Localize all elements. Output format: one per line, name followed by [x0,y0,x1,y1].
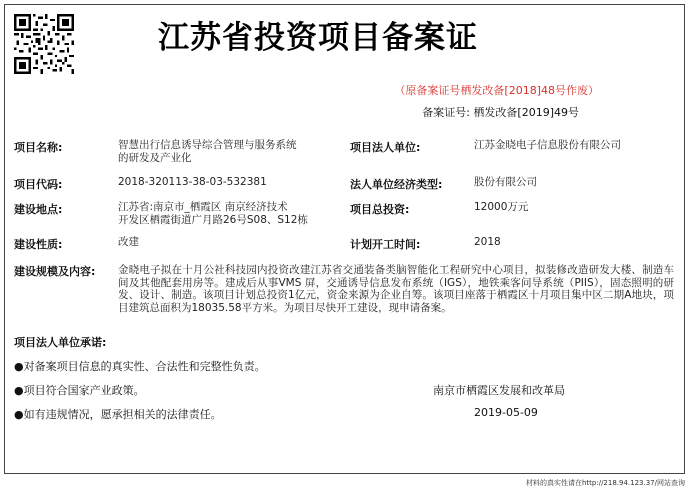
scope-label: 建设规模及内容: [14,265,96,278]
issue-date: 2019-05-09 [474,406,538,419]
legal-entity-value: 江苏金晓电子信息股份有限公司 [474,139,621,151]
project-name-line: 智慧出行信息诱导综合管理与服务系统 [118,139,297,151]
project-name-value [118,139,297,165]
legal-entity-label: 项目法人单位: [350,141,421,154]
registration-value: 栖发改备[2019]49号 [473,106,579,119]
registration-label: 备案证号: [422,106,470,119]
project-name-line: 的研发及产业化 [118,152,192,164]
project-code-label: 项目代码: [14,178,63,191]
location-line: 江苏省:南京市_栖霞区 南京经济技术 [118,201,288,213]
commitment-item: ●如有违规情况，愿承担相关的法律责任。 [14,408,222,421]
location-value [118,201,308,227]
nature-value: 改建 [118,236,139,248]
total-investment-value: 12000万元 [474,201,529,213]
commitment-item: ●对备案项目信息的真实性、合法性和完整性负责。 [14,360,266,373]
nature-label: 建设性质: [14,238,63,251]
certificate-frame [4,4,685,474]
commitments-heading: 项目法人单位承诺: [14,336,107,349]
location-line: 开发区栖霞街道广月路26号S08、S12栋 [118,214,308,226]
registration-number [422,104,579,120]
scope-value: 金晓电子拟在十月公社科技园内投资改建江苏省交通装备类脑智能化工程研究中心项目，拟装修改造研发大楼、制造车间及其他配套用房等。建成后从事VMS 屏，交通诱导信息发布系统（IGS），地铁乘客问导系统（PIIS），固态照明的研发、设计、制造。该项目计划总投资1亿元，资金来源为企业自筹。该项目座落于栖霞区十月项目集中区二期A地块，项目建筑总面积为18035.58平方米。为项目尽快开工建设，现申请备案。 [118,264,674,314]
commitment-item: ●项目符合国家产业政策。 [14,384,145,397]
verification-footer: 材料的真实性请在http://218.94.123.37/网站查询 [525,479,685,487]
start-time-value: 2018 [474,236,501,248]
entity-type-label: 法人单位经济类型: [350,178,443,191]
qr-code-icon [14,14,74,74]
entity-type-value: 股份有限公司 [474,176,537,188]
page-title: 江苏省投资项目备案证 [158,20,478,56]
issuing-agency: 南京市栖霞区发展和改革局 [433,384,565,397]
project-code-value: 2018-320113-38-03-532381 [118,176,267,188]
total-investment-label: 项目总投资: [350,203,410,216]
void-note: （原备案证号栖发改备[2018]48号作废） [394,84,599,97]
location-label: 建设地点: [14,203,63,216]
project-name-label: 项目名称: [14,141,63,154]
start-time-label: 计划开工时间: [350,238,421,251]
